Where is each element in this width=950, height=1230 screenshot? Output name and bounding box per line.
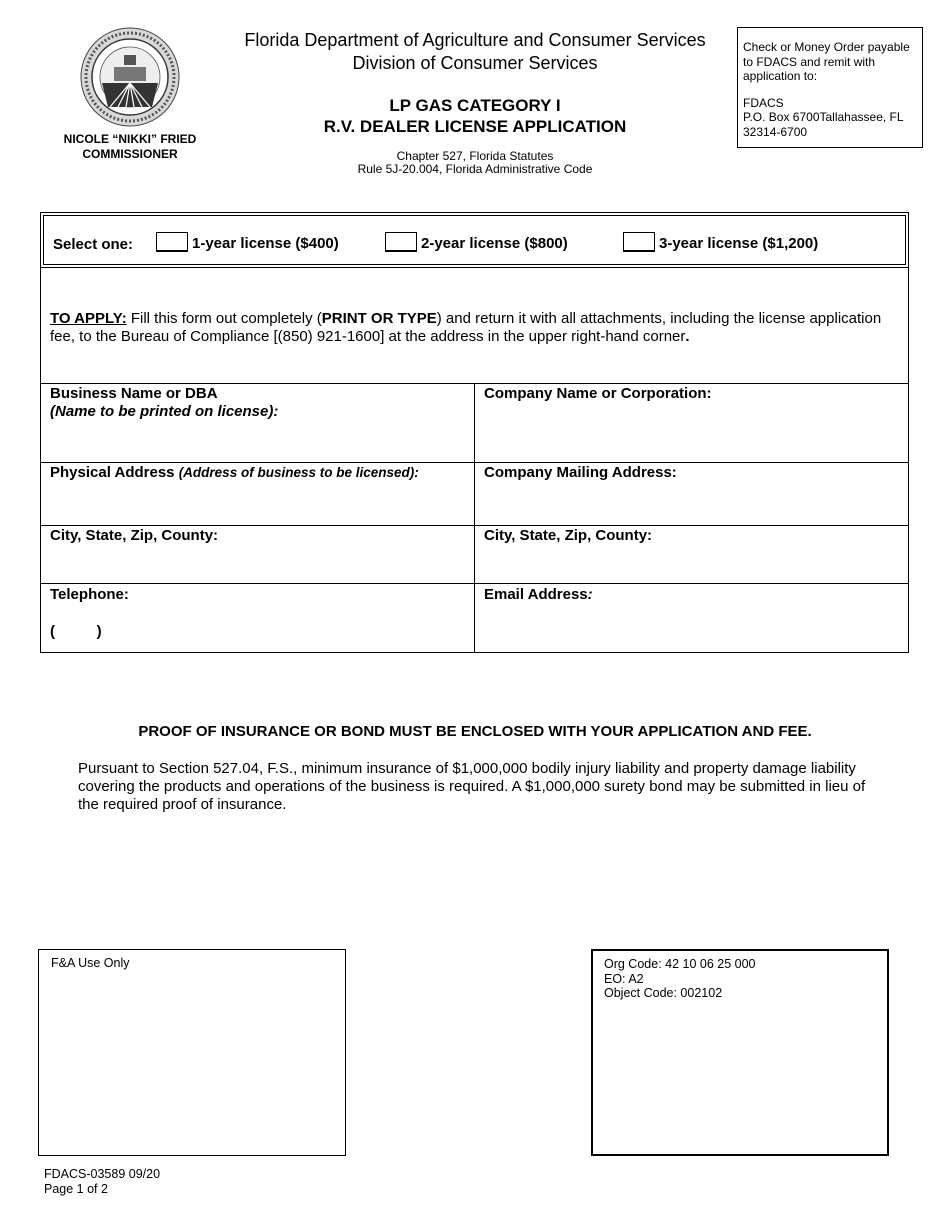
apply-text-part1: Fill this form out completely ( <box>126 310 322 327</box>
print-or-type: PRINT OR TYPE <box>321 310 437 327</box>
payment-instructions-box <box>737 27 923 148</box>
insurance-heading: PROOF OF INSURANCE OR BOND MUST BE ENCLOSED WITH YOUR APPLICATION AND FEE. <box>138 723 812 740</box>
city-state-zip-right-label: City, State, Zip, County: <box>484 527 653 544</box>
telephone-field[interactable] <box>41 584 475 652</box>
apply-instructions <box>50 310 902 346</box>
checkbox-1-year[interactable] <box>156 232 188 252</box>
city-state-zip-left-label: City, State, Zip, County: <box>50 527 219 544</box>
physical-address-label: Physical Address <box>50 464 175 481</box>
form-number: FDACS-03589 09/20 <box>44 1167 161 1181</box>
eo-code: EO: A2 <box>604 971 644 986</box>
company-name-label: Company Name or Corporation: <box>484 385 712 402</box>
commissioner-title: COMMISSIONER <box>82 147 178 161</box>
form-title-line1: LP GAS CATEGORY I <box>389 96 561 115</box>
checkbox-3-year[interactable] <box>623 232 655 252</box>
physical-address-field[interactable] <box>41 463 475 525</box>
page-footer <box>44 1167 160 1197</box>
commissioner-block <box>50 132 210 162</box>
form-title <box>245 95 705 137</box>
city-state-zip-left-field[interactable] <box>41 526 475 583</box>
page-number: Page 1 of 2 <box>44 1182 108 1196</box>
email-colon: : <box>587 586 593 603</box>
fdacs-seal-icon <box>80 27 180 127</box>
apply-text-part2: ) and return it with all attachments, including the license application fee, to the Bureau of Compliance [(850) 921-1600] at the address in the upper right-hand corner <box>50 310 882 345</box>
business-name-field[interactable] <box>41 384 475 462</box>
telephone-label: Telephone: <box>50 586 129 603</box>
option-2-year[interactable] <box>385 232 568 252</box>
business-name-note: (Name to be printed on license): <box>50 403 279 420</box>
checkbox-2-year[interactable] <box>385 232 417 252</box>
form-title-line2: R.V. DEALER LICENSE APPLICATION <box>323 117 627 136</box>
license-term-selector <box>40 212 909 268</box>
telephone-area-code: ( ) <box>50 623 102 640</box>
option-3-year-label: 3-year license ($1,200) <box>659 235 819 252</box>
fa-use-only-label: F&A Use Only <box>51 956 130 970</box>
fa-use-only-box <box>38 949 346 1156</box>
agency-heading <box>225 29 725 75</box>
agency-name: Florida Department of Agriculture and Consumer Services <box>244 30 706 50</box>
email-label: Email Address <box>484 586 588 603</box>
option-1-year-label: 1-year license ($400) <box>192 235 339 252</box>
email-field[interactable] <box>475 584 908 652</box>
option-2-year-label: 2-year license ($800) <box>421 235 568 252</box>
apply-heading: TO APPLY: <box>50 310 127 327</box>
business-name-label: Business Name or DBA <box>50 385 218 402</box>
payee-name: FDACS <box>743 95 784 110</box>
division-name: Division of Consumer Services <box>352 53 598 73</box>
apply-period: . <box>685 328 690 345</box>
mailing-address-label: Company Mailing Address: <box>484 464 677 481</box>
physical-address-note: (Address of business to be licensed): <box>178 465 419 480</box>
statute-line1: Chapter 527, Florida Statutes <box>396 149 554 163</box>
option-1-year[interactable] <box>156 232 339 252</box>
city-state-zip-right-field[interactable] <box>475 526 908 583</box>
option-3-year[interactable] <box>623 232 818 252</box>
object-code: Object Code: 002102 <box>604 986 723 1000</box>
mailing-address-field[interactable] <box>475 463 908 525</box>
apply-instructions-box <box>40 268 909 384</box>
payment-instructions: Check or Money Order payable to FDACS and remit with application to: <box>743 40 910 83</box>
payee-address: P.O. Box 6700Tallahassee, FL 32314-6700 <box>743 110 904 139</box>
company-name-field[interactable] <box>475 384 908 462</box>
statute-reference <box>300 150 650 176</box>
commissioner-name: NICOLE “NIKKI” FRIED <box>63 132 197 146</box>
applicant-info-table <box>40 383 909 653</box>
org-code-box <box>591 949 889 1156</box>
statute-line2: Rule 5J-20.004, Florida Administrative Code <box>357 162 593 176</box>
select-one-label: Select one: <box>53 236 134 253</box>
insurance-text: Pursuant to Section 527.04, F.S., minimum insurance of $1,000,000 bodily injury liability and property damage liability covering the products and operations of the business is required. A $1,000,000 surety bond may be submitted in lieu of the required proof of insurance. <box>78 760 866 813</box>
org-code: Org Code: 42 10 06 25 000 <box>604 957 756 971</box>
